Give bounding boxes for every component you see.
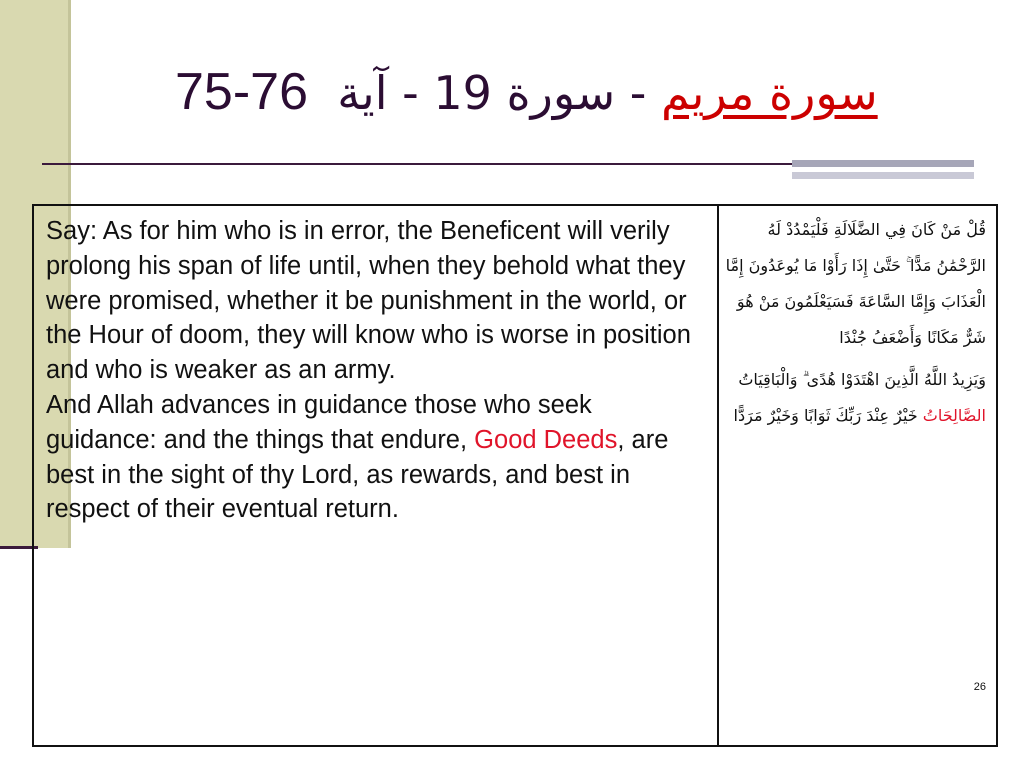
verse-table bbox=[32, 204, 998, 747]
good-deeds-highlight: Good Deeds bbox=[474, 425, 618, 454]
arabic-text-cell bbox=[719, 206, 996, 745]
divider-accent-bar bbox=[792, 160, 974, 167]
title-sura-link[interactable]: سورة مريم bbox=[660, 66, 878, 120]
english-verse-75: Say: As for him who is in error, the Beneficent will verily prolong his span of life until, when they behold what they were promised, whether it be punishment in the world, or the Hour of doom, they will know who is worse in position and who is weaker as an army. bbox=[46, 217, 691, 385]
arabic-good-deeds-highlight: الصَّالِحَاتُ bbox=[922, 406, 986, 425]
divider-accent-bar-light bbox=[792, 172, 974, 179]
english-translation-cell bbox=[34, 206, 719, 745]
slide-number: 26 bbox=[973, 681, 986, 693]
title-verse-numbers: 75-76 bbox=[175, 63, 308, 121]
english-verse-76 bbox=[46, 388, 707, 527]
arabic-verse-75: قُلْ مَنْ كَانَ فِي الضَّلَالَةِ فَلْيَمْدُدْ لَهُ الرَّحْمَٰنُ مَدًّا ۚ حَتَّىٰ إِذَا رَأَوْا مَا يُوعَدُونَ إِمَّا الْعَذَابَ وَإِمَّا السَّاعَةَ فَسَيَعْلَمُونَ مَنْ هُوَ شَرٌّ مَكَانًا وَأَضْعَفُ جُنْدًا bbox=[725, 220, 986, 347]
arabic-verse-76-end: خَيْرٌ عِنْدَ رَبِّكَ ثَوَابًا وَخَيْرٌ مَرَدًّا bbox=[733, 406, 923, 425]
slide-title bbox=[175, 62, 915, 132]
english-verse-76-end: , are best in the sight of thy Lord, as rewards, and best in respect of their eventual return. bbox=[46, 425, 669, 524]
title-arabic-rest: - سورة 19 - آية bbox=[337, 66, 647, 120]
arabic-verse-76 bbox=[725, 362, 986, 434]
english-verse-76-start: And Allah advances in guidance those who seek guidance: and the things that endure, bbox=[46, 390, 592, 454]
arabic-verse-76-start: وَيَزِيدُ اللَّهُ الَّذِينَ اهْتَدَوْا هُدًى ۗ وَالْبَاقِيَاتُ bbox=[738, 370, 986, 389]
